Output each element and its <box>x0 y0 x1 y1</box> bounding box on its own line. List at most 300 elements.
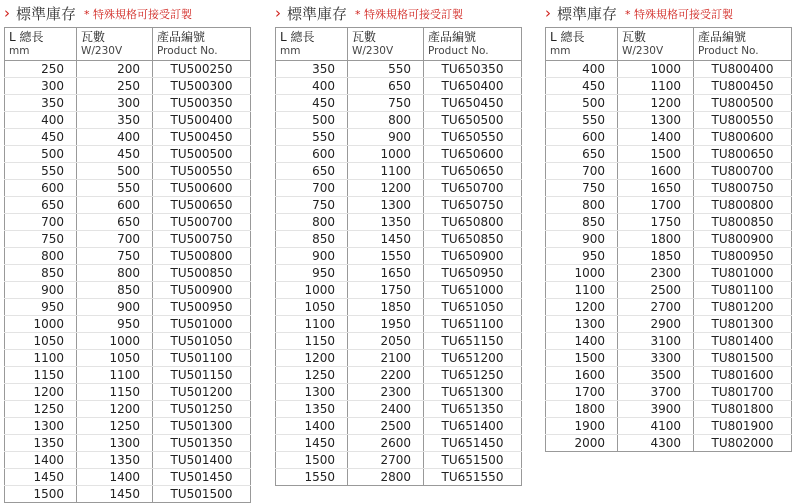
table-row <box>5 316 251 333</box>
length-cell: 1400 <box>546 333 618 350</box>
wattage-cell: 1850 <box>348 299 424 316</box>
wattage-cell: 1300 <box>77 435 153 452</box>
table-row <box>546 384 792 401</box>
wattage-cell: 2700 <box>348 452 424 469</box>
product-no-cell: TU501500 <box>153 486 251 503</box>
table-row <box>5 214 251 231</box>
spec-panel-1 <box>4 0 251 503</box>
product-no-cell: TU651250 <box>424 367 522 384</box>
table-row <box>5 350 251 367</box>
wattage-cell: 200 <box>77 61 153 78</box>
table-header-row <box>546 28 792 61</box>
custom-order-note: * 特殊規格可接受訂製 <box>355 7 464 21</box>
length-cell: 400 <box>5 112 77 129</box>
product-no-cell: TU800650 <box>694 146 792 163</box>
wattage-cell: 1750 <box>618 214 694 231</box>
product-no-cell: TU650750 <box>424 197 522 214</box>
length-cell: 350 <box>276 61 348 78</box>
product-no-cell: TU650500 <box>424 112 522 129</box>
length-cell: 1550 <box>276 469 348 486</box>
table-row <box>546 316 792 333</box>
table-row <box>5 401 251 418</box>
table-row <box>546 401 792 418</box>
length-cell: 1200 <box>546 299 618 316</box>
length-cell: 700 <box>546 163 618 180</box>
table-row <box>276 197 522 214</box>
product-no-cell: TU651100 <box>424 316 522 333</box>
table-row <box>5 78 251 95</box>
product-no-cell: TU651500 <box>424 452 522 469</box>
table-row <box>276 452 522 469</box>
table-row <box>5 299 251 316</box>
length-cell: 1300 <box>5 418 77 435</box>
product-no-cell: TU801800 <box>694 401 792 418</box>
header-product-no: 產品編號 Product No. <box>153 28 251 61</box>
table-row <box>5 452 251 469</box>
length-cell: 500 <box>5 146 77 163</box>
table-row <box>276 384 522 401</box>
product-no-cell: TU800950 <box>694 248 792 265</box>
table-row <box>546 248 792 265</box>
table-row <box>546 112 792 129</box>
wattage-cell: 1200 <box>618 95 694 112</box>
product-no-cell: TU501350 <box>153 435 251 452</box>
wattage-cell: 1950 <box>348 316 424 333</box>
wattage-cell: 750 <box>77 248 153 265</box>
length-cell: 1100 <box>546 282 618 299</box>
wattage-cell: 700 <box>77 231 153 248</box>
length-cell: 950 <box>546 248 618 265</box>
length-cell: 900 <box>5 282 77 299</box>
length-cell: 350 <box>5 95 77 112</box>
table-row <box>546 163 792 180</box>
table-row <box>5 129 251 146</box>
wattage-cell: 900 <box>348 129 424 146</box>
chevron-right-icon: › <box>275 4 281 22</box>
product-no-cell: TU800450 <box>694 78 792 95</box>
product-no-cell: TU802000 <box>694 435 792 452</box>
panel-header <box>4 0 251 27</box>
table-row <box>5 265 251 282</box>
table-row <box>546 129 792 146</box>
table-row <box>276 163 522 180</box>
table-row <box>276 435 522 452</box>
product-no-cell: TU801900 <box>694 418 792 435</box>
table-row <box>276 469 522 486</box>
wattage-cell: 2800 <box>348 469 424 486</box>
table-row <box>5 333 251 350</box>
wattage-cell: 450 <box>77 146 153 163</box>
length-cell: 1000 <box>276 282 348 299</box>
panel-title: 標準庫存 <box>287 5 348 23</box>
wattage-cell: 1650 <box>348 265 424 282</box>
wattage-cell: 650 <box>77 214 153 231</box>
product-no-cell: TU651300 <box>424 384 522 401</box>
table-row <box>276 78 522 95</box>
wattage-cell: 1750 <box>348 282 424 299</box>
table-row <box>276 231 522 248</box>
product-no-cell: TU651000 <box>424 282 522 299</box>
length-cell: 1300 <box>546 316 618 333</box>
length-cell: 1500 <box>546 350 618 367</box>
table-row <box>546 265 792 282</box>
panel-header <box>275 0 522 27</box>
length-cell: 750 <box>276 197 348 214</box>
wattage-cell: 1300 <box>618 112 694 129</box>
header-length: L 總長 mm <box>5 28 77 61</box>
chevron-right-icon: › <box>4 4 10 22</box>
product-no-cell: TU501450 <box>153 469 251 486</box>
wattage-cell: 1100 <box>618 78 694 95</box>
wattage-cell: 2900 <box>618 316 694 333</box>
table-row <box>5 61 251 78</box>
table-row <box>276 333 522 350</box>
length-cell: 550 <box>5 163 77 180</box>
product-no-cell: TU501300 <box>153 418 251 435</box>
product-no-cell: TU500800 <box>153 248 251 265</box>
table-row <box>5 180 251 197</box>
product-no-cell: TU801200 <box>694 299 792 316</box>
product-no-cell: TU650650 <box>424 163 522 180</box>
wattage-cell: 750 <box>348 95 424 112</box>
product-no-cell: TU650850 <box>424 231 522 248</box>
product-no-cell: TU500600 <box>153 180 251 197</box>
wattage-cell: 800 <box>77 265 153 282</box>
product-no-cell: TU501000 <box>153 316 251 333</box>
product-no-cell: TU650700 <box>424 180 522 197</box>
length-cell: 1150 <box>276 333 348 350</box>
length-cell: 1200 <box>5 384 77 401</box>
spec-table <box>545 27 792 452</box>
wattage-cell: 500 <box>77 163 153 180</box>
length-cell: 1250 <box>276 367 348 384</box>
wattage-cell: 1400 <box>77 469 153 486</box>
length-cell: 1600 <box>546 367 618 384</box>
wattage-cell: 1350 <box>348 214 424 231</box>
product-no-cell: TU500700 <box>153 214 251 231</box>
table-row <box>276 112 522 129</box>
length-cell: 600 <box>276 146 348 163</box>
product-no-cell: TU800900 <box>694 231 792 248</box>
product-no-cell: TU500400 <box>153 112 251 129</box>
wattage-cell: 3100 <box>618 333 694 350</box>
product-no-cell: TU650950 <box>424 265 522 282</box>
wattage-cell: 900 <box>77 299 153 316</box>
wattage-cell: 1650 <box>618 180 694 197</box>
table-row <box>5 282 251 299</box>
wattage-cell: 1500 <box>618 146 694 163</box>
length-cell: 450 <box>276 95 348 112</box>
length-cell: 1250 <box>5 401 77 418</box>
table-row <box>5 418 251 435</box>
product-no-cell: TU500450 <box>153 129 251 146</box>
table-row <box>276 146 522 163</box>
chevron-right-icon: › <box>545 4 551 22</box>
product-no-cell: TU501050 <box>153 333 251 350</box>
length-cell: 950 <box>5 299 77 316</box>
table-row <box>546 350 792 367</box>
length-cell: 400 <box>276 78 348 95</box>
length-cell: 650 <box>276 163 348 180</box>
header-wattage: 瓦數 W/230V <box>348 28 424 61</box>
product-no-cell: TU651150 <box>424 333 522 350</box>
length-cell: 800 <box>276 214 348 231</box>
product-no-cell: TU650600 <box>424 146 522 163</box>
table-row <box>5 367 251 384</box>
table-row <box>546 95 792 112</box>
length-cell: 1500 <box>5 486 77 503</box>
product-no-cell: TU801600 <box>694 367 792 384</box>
product-no-cell: TU800700 <box>694 163 792 180</box>
product-no-cell: TU500950 <box>153 299 251 316</box>
length-cell: 1300 <box>276 384 348 401</box>
wattage-cell: 1300 <box>348 197 424 214</box>
table-row <box>5 231 251 248</box>
table-row <box>546 146 792 163</box>
header-length: L 總長 mm <box>276 28 348 61</box>
table-row <box>276 367 522 384</box>
wattage-cell: 2700 <box>618 299 694 316</box>
wattage-cell: 1700 <box>618 197 694 214</box>
product-no-cell: TU500900 <box>153 282 251 299</box>
table-row <box>5 248 251 265</box>
product-no-cell: TU800750 <box>694 180 792 197</box>
length-cell: 850 <box>5 265 77 282</box>
length-cell: 250 <box>5 61 77 78</box>
length-cell: 550 <box>546 112 618 129</box>
table-row <box>546 333 792 350</box>
wattage-cell: 2300 <box>618 265 694 282</box>
wattage-cell: 1000 <box>618 61 694 78</box>
wattage-cell: 550 <box>348 61 424 78</box>
length-cell: 1400 <box>5 452 77 469</box>
custom-order-note: * 特殊規格可接受訂製 <box>625 7 734 21</box>
product-no-cell: TU651350 <box>424 401 522 418</box>
product-no-cell: TU650450 <box>424 95 522 112</box>
wattage-cell: 400 <box>77 129 153 146</box>
table-row <box>276 282 522 299</box>
length-cell: 1450 <box>276 435 348 452</box>
wattage-cell: 1200 <box>348 180 424 197</box>
product-no-cell: TU651050 <box>424 299 522 316</box>
wattage-cell: 2100 <box>348 350 424 367</box>
product-no-cell: TU800550 <box>694 112 792 129</box>
length-cell: 500 <box>276 112 348 129</box>
length-cell: 800 <box>5 248 77 265</box>
length-cell: 1700 <box>546 384 618 401</box>
product-no-cell: TU501250 <box>153 401 251 418</box>
wattage-cell: 4300 <box>618 435 694 452</box>
table-row <box>276 401 522 418</box>
wattage-cell: 1200 <box>77 401 153 418</box>
product-no-cell: TU801000 <box>694 265 792 282</box>
table-row <box>276 248 522 265</box>
length-cell: 1900 <box>546 418 618 435</box>
product-no-cell: TU800800 <box>694 197 792 214</box>
table-row <box>546 214 792 231</box>
wattage-cell: 1150 <box>77 384 153 401</box>
wattage-cell: 2200 <box>348 367 424 384</box>
product-no-cell: TU801400 <box>694 333 792 350</box>
wattage-cell: 1600 <box>618 163 694 180</box>
table-row <box>276 316 522 333</box>
table-row <box>276 299 522 316</box>
product-no-cell: TU650900 <box>424 248 522 265</box>
wattage-cell: 1350 <box>77 452 153 469</box>
wattage-cell: 2500 <box>348 418 424 435</box>
length-cell: 1100 <box>276 316 348 333</box>
table-header-row <box>276 28 522 61</box>
length-cell: 750 <box>5 231 77 248</box>
table-row <box>5 112 251 129</box>
table-row <box>276 214 522 231</box>
table-row <box>546 418 792 435</box>
length-cell: 500 <box>546 95 618 112</box>
table-row <box>546 61 792 78</box>
table-row <box>5 163 251 180</box>
wattage-cell: 600 <box>77 197 153 214</box>
length-cell: 550 <box>276 129 348 146</box>
wattage-cell: 1800 <box>618 231 694 248</box>
product-no-cell: TU501100 <box>153 350 251 367</box>
header-length: L 總長 mm <box>546 28 618 61</box>
wattage-cell: 1850 <box>618 248 694 265</box>
table-row <box>546 180 792 197</box>
wattage-cell: 250 <box>77 78 153 95</box>
table-row <box>276 265 522 282</box>
product-no-cell: TU650400 <box>424 78 522 95</box>
length-cell: 1800 <box>546 401 618 418</box>
wattage-cell: 4100 <box>618 418 694 435</box>
length-cell: 1350 <box>276 401 348 418</box>
length-cell: 750 <box>546 180 618 197</box>
product-no-cell: TU800850 <box>694 214 792 231</box>
spec-panel-3 <box>545 0 792 452</box>
header-product-no: 產品編號 Product No. <box>424 28 522 61</box>
panel-header <box>545 0 792 27</box>
wattage-cell: 1450 <box>348 231 424 248</box>
length-cell: 1450 <box>5 469 77 486</box>
product-no-cell: TU651450 <box>424 435 522 452</box>
table-row <box>546 78 792 95</box>
table-row <box>5 146 251 163</box>
product-no-cell: TU651550 <box>424 469 522 486</box>
length-cell: 1500 <box>276 452 348 469</box>
header-product-no: 產品編號 Product No. <box>694 28 792 61</box>
length-cell: 1350 <box>5 435 77 452</box>
length-cell: 900 <box>276 248 348 265</box>
wattage-cell: 850 <box>77 282 153 299</box>
wattage-cell: 950 <box>77 316 153 333</box>
wattage-cell: 1050 <box>77 350 153 367</box>
table-row <box>276 129 522 146</box>
length-cell: 1150 <box>5 367 77 384</box>
length-cell: 900 <box>546 231 618 248</box>
table-row <box>276 61 522 78</box>
table-row <box>546 282 792 299</box>
length-cell: 1200 <box>276 350 348 367</box>
wattage-cell: 800 <box>348 112 424 129</box>
wattage-cell: 650 <box>348 78 424 95</box>
length-cell: 700 <box>5 214 77 231</box>
spec-panel-2 <box>275 0 522 486</box>
length-cell: 850 <box>276 231 348 248</box>
header-wattage: 瓦數 W/230V <box>77 28 153 61</box>
custom-order-note: * 特殊規格可接受訂製 <box>84 7 193 21</box>
length-cell: 400 <box>546 61 618 78</box>
product-no-cell: TU500850 <box>153 265 251 282</box>
length-cell: 1000 <box>5 316 77 333</box>
product-no-cell: TU800400 <box>694 61 792 78</box>
wattage-cell: 1450 <box>77 486 153 503</box>
product-no-cell: TU801300 <box>694 316 792 333</box>
product-no-cell: TU650550 <box>424 129 522 146</box>
product-no-cell: TU500750 <box>153 231 251 248</box>
table-row <box>546 197 792 214</box>
length-cell: 1100 <box>5 350 77 367</box>
wattage-cell: 1250 <box>77 418 153 435</box>
product-no-cell: TU500550 <box>153 163 251 180</box>
panel-title: 標準庫存 <box>557 5 618 23</box>
header-wattage: 瓦數 W/230V <box>618 28 694 61</box>
table-row <box>276 350 522 367</box>
length-cell: 850 <box>546 214 618 231</box>
table-row <box>546 367 792 384</box>
length-cell: 1050 <box>276 299 348 316</box>
product-no-cell: TU801700 <box>694 384 792 401</box>
wattage-cell: 3300 <box>618 350 694 367</box>
table-row <box>276 418 522 435</box>
wattage-cell: 2400 <box>348 401 424 418</box>
table-row <box>276 95 522 112</box>
wattage-cell: 2500 <box>618 282 694 299</box>
table-row <box>5 197 251 214</box>
length-cell: 650 <box>546 146 618 163</box>
spec-table <box>4 27 251 503</box>
wattage-cell: 1100 <box>77 367 153 384</box>
length-cell: 800 <box>546 197 618 214</box>
table-row <box>546 231 792 248</box>
table-row <box>5 435 251 452</box>
wattage-cell: 3900 <box>618 401 694 418</box>
length-cell: 450 <box>546 78 618 95</box>
table-row <box>5 95 251 112</box>
product-no-cell: TU801500 <box>694 350 792 367</box>
length-cell: 1000 <box>546 265 618 282</box>
spec-table <box>275 27 522 486</box>
product-no-cell: TU500250 <box>153 61 251 78</box>
table-row <box>5 486 251 503</box>
product-no-cell: TU651400 <box>424 418 522 435</box>
length-cell: 1400 <box>276 418 348 435</box>
wattage-cell: 300 <box>77 95 153 112</box>
length-cell: 2000 <box>546 435 618 452</box>
length-cell: 600 <box>5 180 77 197</box>
product-no-cell: TU500350 <box>153 95 251 112</box>
panel-title: 標準庫存 <box>16 5 77 23</box>
product-no-cell: TU800600 <box>694 129 792 146</box>
wattage-cell: 2050 <box>348 333 424 350</box>
product-no-cell: TU650800 <box>424 214 522 231</box>
product-no-cell: TU500300 <box>153 78 251 95</box>
wattage-cell: 2300 <box>348 384 424 401</box>
product-no-cell: TU800500 <box>694 95 792 112</box>
wattage-cell: 1000 <box>77 333 153 350</box>
length-cell: 700 <box>276 180 348 197</box>
length-cell: 300 <box>5 78 77 95</box>
product-no-cell: TU501150 <box>153 367 251 384</box>
length-cell: 950 <box>276 265 348 282</box>
